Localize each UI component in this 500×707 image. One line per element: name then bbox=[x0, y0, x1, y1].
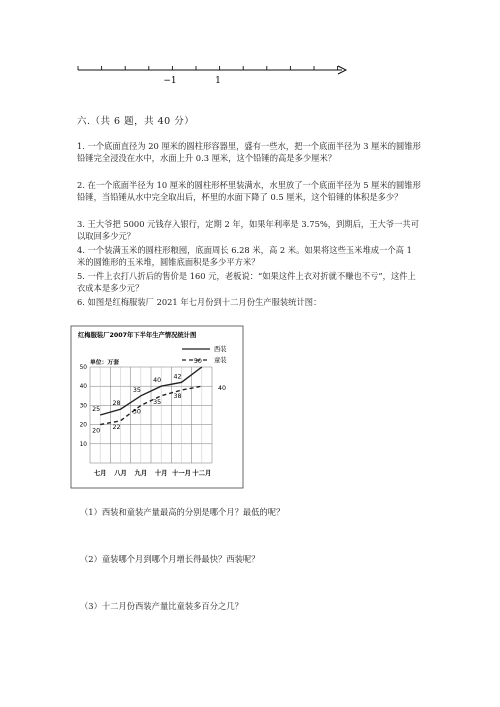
question-4: 4. 一个装满玉米的圆柱形粮囤，底面周长 6.28 米，高 2 米。如果将这些玉米堆成一个高 1 米的圆锥形的玉米堆，圆锥底面积是多少平方米？ bbox=[77, 245, 412, 268]
x-tick-label: 八月 bbox=[114, 470, 127, 477]
x-tick-label: 七月 bbox=[93, 470, 107, 477]
question-3: 3. 王大爷把 5000 元钱存入银行，定期 2 年，如果年利率是 3.75%，到期后，王大爷一共可以取回多少元？ bbox=[77, 219, 419, 242]
x-tick-label: 九月 bbox=[134, 470, 148, 477]
data-label: 38 bbox=[173, 393, 182, 401]
production-line-chart bbox=[70, 325, 245, 490]
data-label: 40 bbox=[217, 385, 227, 393]
question-6: 6. 如图是红梅服装厂 2021 年七月份到十二月份生产服装统计图： bbox=[77, 297, 322, 307]
data-label: 25 bbox=[92, 406, 101, 413]
x-tick-label: 十二月 bbox=[192, 470, 212, 477]
section-title: 六.（共 6 题，共 40 分） bbox=[77, 116, 195, 127]
sub-question-1: （1）西装和童装产量最高的分别是哪个月？最低的呢？ bbox=[80, 507, 285, 517]
tick-label-neg1: −1 bbox=[163, 76, 177, 86]
data-label: 28 bbox=[112, 400, 121, 408]
question-5: 5. 一件上衣打八折后的售价是 160 元，老板说：“如果这件上衣对折就不赚也不亏”，这件上衣成本是多少元？ bbox=[77, 271, 416, 294]
data-label: 20 bbox=[92, 427, 101, 435]
y-tick-label: 30 bbox=[79, 403, 87, 410]
sub-question-2: （2）童装哪个月到哪个月增长得最快？西装呢？ bbox=[80, 554, 260, 564]
x-tick-label: 十月 bbox=[154, 470, 168, 477]
y-tick-label: 10 bbox=[79, 441, 87, 448]
question-2: 2. 在一个底面半径为 10 厘米的圆柱形杯里装满水，水里放了一个底面半径为 5 厘米的圆锥形铅锤，当铅锤从水中完全取出后，杯里的水面下降了 0.5 厘米，这个铅锤的体积是多少？ bbox=[77, 180, 421, 203]
tick-label-1: 1 bbox=[215, 76, 221, 86]
legend-label-suit: 西装 bbox=[214, 346, 227, 353]
data-label: 40 bbox=[153, 377, 162, 385]
question-1: 1. 一个底面直径为 20 厘米的圆柱形容器里，盛有一些水，把一个底面半径为 3 厘米的圆锥形铅锤完全浸没在水中，水面上升 0.3 厘米，这个铅锤的高是多少厘米？ bbox=[77, 141, 421, 164]
y-tick-label: 40 bbox=[79, 384, 87, 391]
data-label: 22 bbox=[112, 423, 121, 431]
sub-question-3: （3）十二月份西装产量比童装多百分之几？ bbox=[80, 601, 243, 611]
y-tick-label: 20 bbox=[79, 422, 87, 429]
data-label: 35 bbox=[132, 386, 141, 394]
chart-ylabel: 单位：万套 bbox=[90, 360, 119, 366]
legend-label-kids: 童装 bbox=[214, 357, 227, 364]
number-line bbox=[70, 58, 360, 88]
chart-title: 红梅服装厂2007年下半年生产情况统计图 bbox=[78, 332, 197, 339]
data-label: 50 bbox=[193, 358, 202, 365]
x-tick-label: 十一月 bbox=[172, 470, 191, 477]
data-label: 35 bbox=[153, 398, 162, 406]
data-label: 42 bbox=[173, 373, 182, 381]
y-tick-label: 50 bbox=[79, 365, 87, 371]
data-label: 30 bbox=[132, 408, 141, 416]
